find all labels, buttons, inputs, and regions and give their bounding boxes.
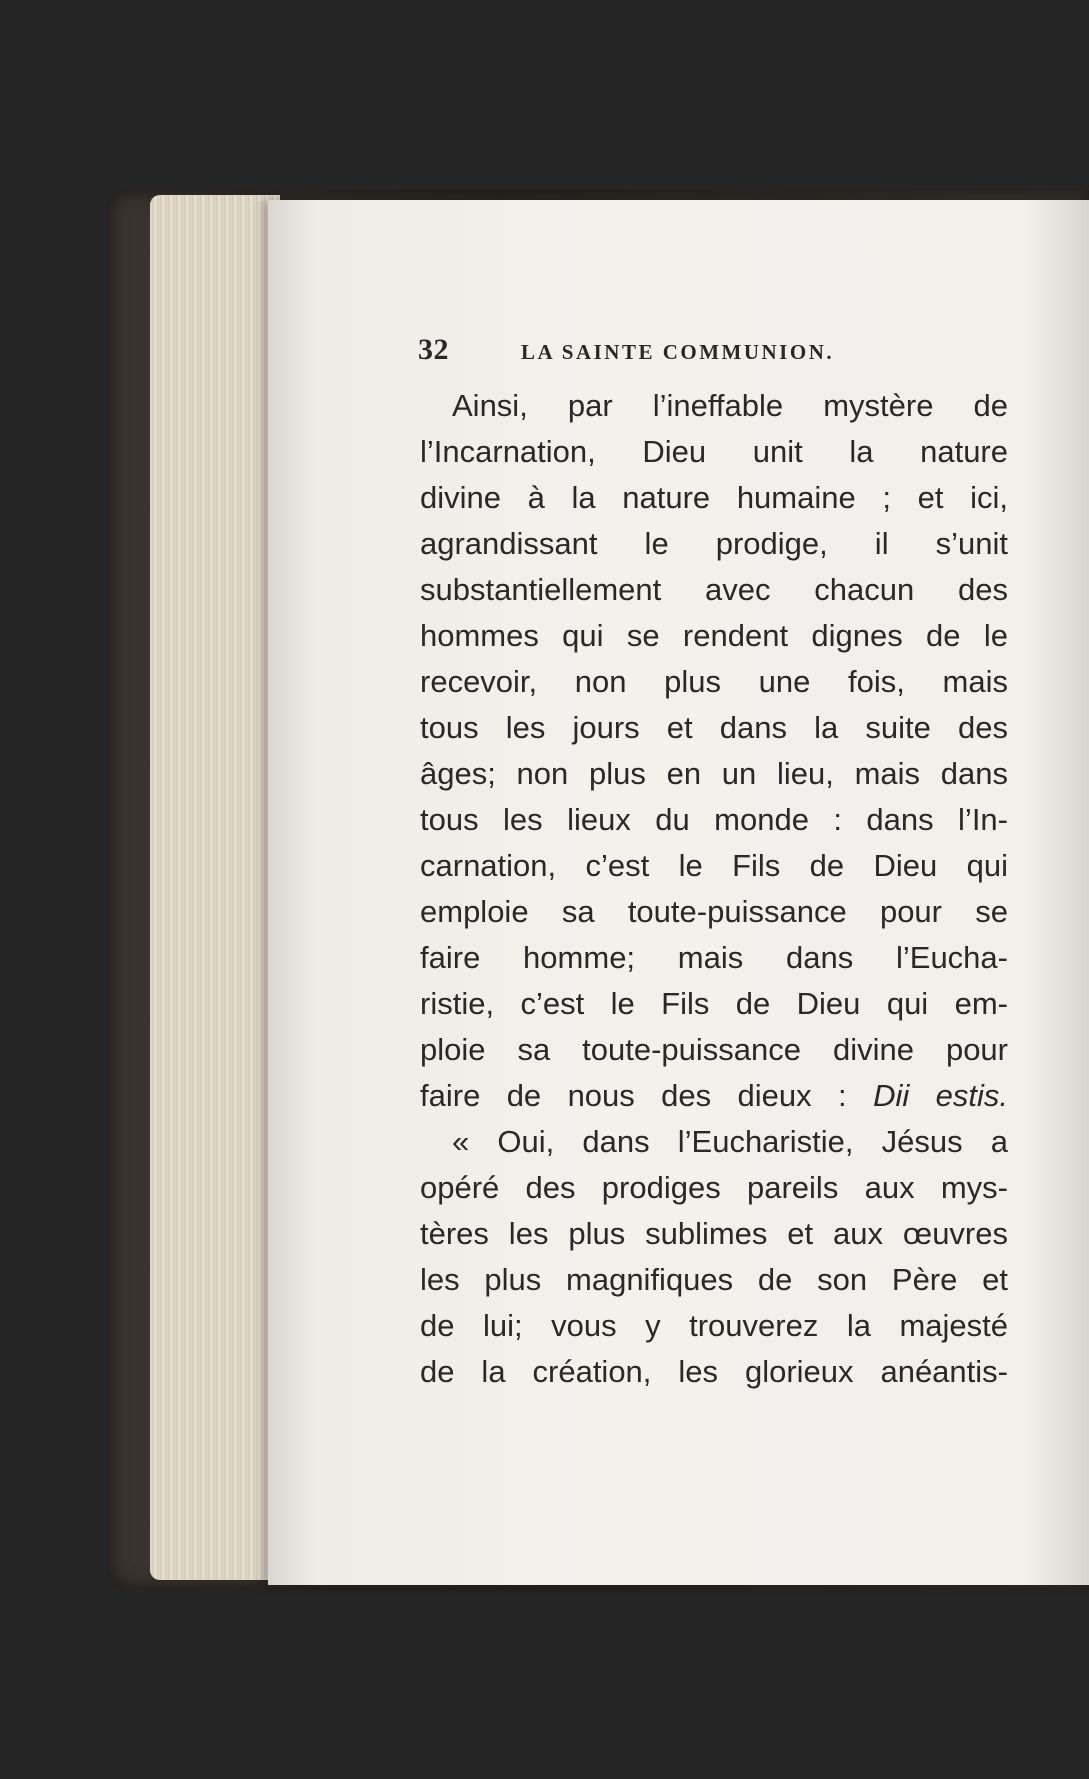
text-line: faire homme; mais dans l’Eucha-: [420, 940, 1008, 975]
text-line: emploie sa toute-puissance pour se: [420, 894, 1008, 929]
text-line: l’Incarnation, Dieu unit la nature: [420, 434, 1008, 469]
page-number: 32: [418, 333, 449, 366]
text-line: agrandissant le prodige, il s’unit: [420, 526, 1008, 561]
text-line: de lui; vous y trouverez la majesté: [420, 1308, 1008, 1343]
text-line: tous les jours et dans la suite des: [420, 710, 1008, 745]
text-line: divine à la nature humaine ; et ici,: [420, 480, 1008, 515]
page-header: [418, 333, 998, 367]
text-line: âges; non plus en un lieu, mais dans: [420, 756, 1008, 791]
page-edges: [150, 195, 280, 1580]
text-line: ristie, c’est le Fils de Dieu qui em-: [420, 986, 1008, 1021]
text-line: de la création, les glorieux anéantis-: [420, 1354, 1008, 1389]
text-line: carnation, c’est le Fils de Dieu qui: [420, 848, 1008, 883]
text-line: recevoir, non plus une fois, mais: [420, 664, 1008, 699]
text-line: faire de nous des dieux :: [420, 1078, 847, 1113]
running-title: LA SAINTE COMMUNION.: [521, 340, 835, 364]
text-line: Ainsi, par l’ineffable mystère de: [452, 388, 1008, 423]
text-line: les plus magnifiques de son Père et: [420, 1262, 1008, 1297]
text-line-with-quote: [420, 1073, 1008, 1119]
text-line: hommes qui se rendent dignes de le: [420, 618, 1008, 653]
latin-quote: Dii estis.: [873, 1078, 1008, 1113]
text-line: ploie sa toute-puissance divine pour: [420, 1032, 1008, 1067]
text-line: tous les lieux du monde : dans l’In-: [420, 802, 1008, 837]
text-line: opéré des prodiges pareils aux mys-: [420, 1170, 1008, 1205]
text-line: tères les plus sublimes et aux œuvres: [420, 1216, 1008, 1251]
text-line: « Oui, dans l’Eucharistie, Jésus a: [452, 1124, 1008, 1159]
text-line: substantiellement avec chacun des: [420, 572, 1008, 607]
body-text: [420, 383, 1008, 1395]
